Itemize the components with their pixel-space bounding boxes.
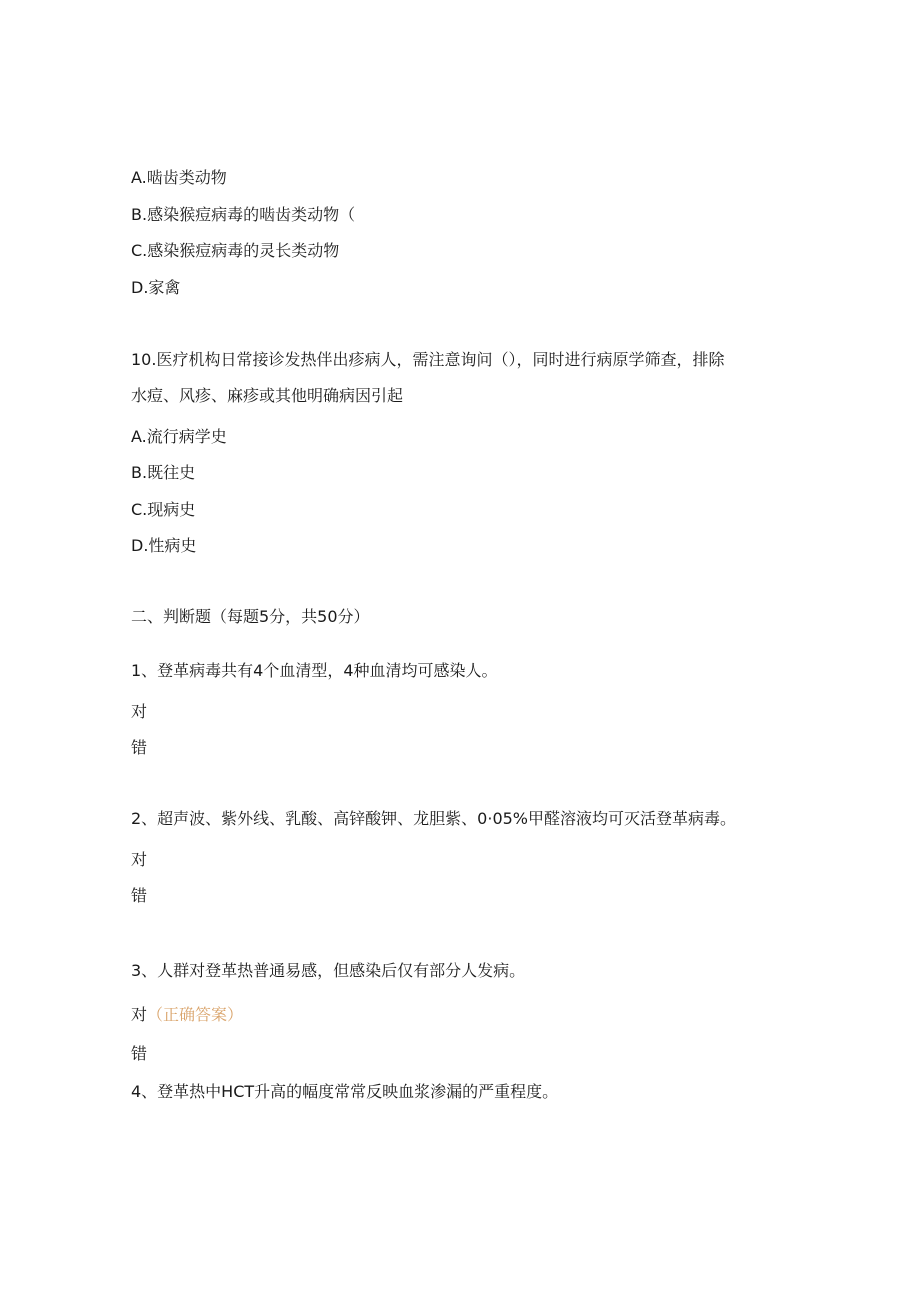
q10-stem-line2: 水痘、风疹、麻疹或其他明确病因引起 (131, 386, 404, 405)
correct-answer-tag: （正确答案） (147, 1005, 244, 1024)
tf-question-3-true-label: 对 (131, 1005, 148, 1024)
tf-question-1-stem: 1、登革病毒共有4个血清型，4种血清均可感染人。 (131, 661, 498, 680)
tf-question-1-false[interactable]: 错 (131, 738, 148, 757)
tf-question-4-stem: 4、登革热中HCT升高的幅度常常反映血浆渗漏的严重程度。 (131, 1082, 559, 1101)
q10-stem-line1: 10.医疗机构日常接诊发热伴出疹病人，需注意询问（），同时进行病原学筛查，排除 (131, 350, 725, 369)
tf-question-3-true[interactable] (131, 1005, 243, 1025)
q10-option-a[interactable]: A.流行病学史 (131, 427, 227, 446)
tf-question-2-stem: 2、超声波、紫外线、乳酸、高锌酸钾、龙胆紫、0·05%甲醛溶液均可灭活登革病毒。 (131, 809, 737, 828)
q9-option-d[interactable]: D.家禽 (131, 278, 181, 297)
tf-question-3-false[interactable]: 错 (131, 1044, 148, 1063)
tf-question-2-true[interactable]: 对 (131, 850, 148, 869)
q9-option-c[interactable]: C.感染猴痘病毒的灵长类动物 (131, 241, 340, 260)
tf-question-3-stem: 3、人群对登革热普通易感，但感染后仅有部分人发病。 (131, 961, 526, 980)
section-heading: 二、判断题（每题5分，共50分） (131, 607, 370, 626)
q9-option-b[interactable]: B.感染猴痘病毒的啮齿类动物（ (131, 205, 356, 224)
q10-option-c[interactable]: C.现病史 (131, 500, 196, 519)
q9-option-a[interactable]: A.啮齿类动物 (131, 168, 227, 187)
q10-option-d[interactable]: D.性病史 (131, 536, 197, 555)
q10-option-b[interactable]: B.既往史 (131, 463, 196, 482)
tf-question-1-true[interactable]: 对 (131, 702, 148, 721)
tf-question-2-false[interactable]: 错 (131, 886, 148, 905)
